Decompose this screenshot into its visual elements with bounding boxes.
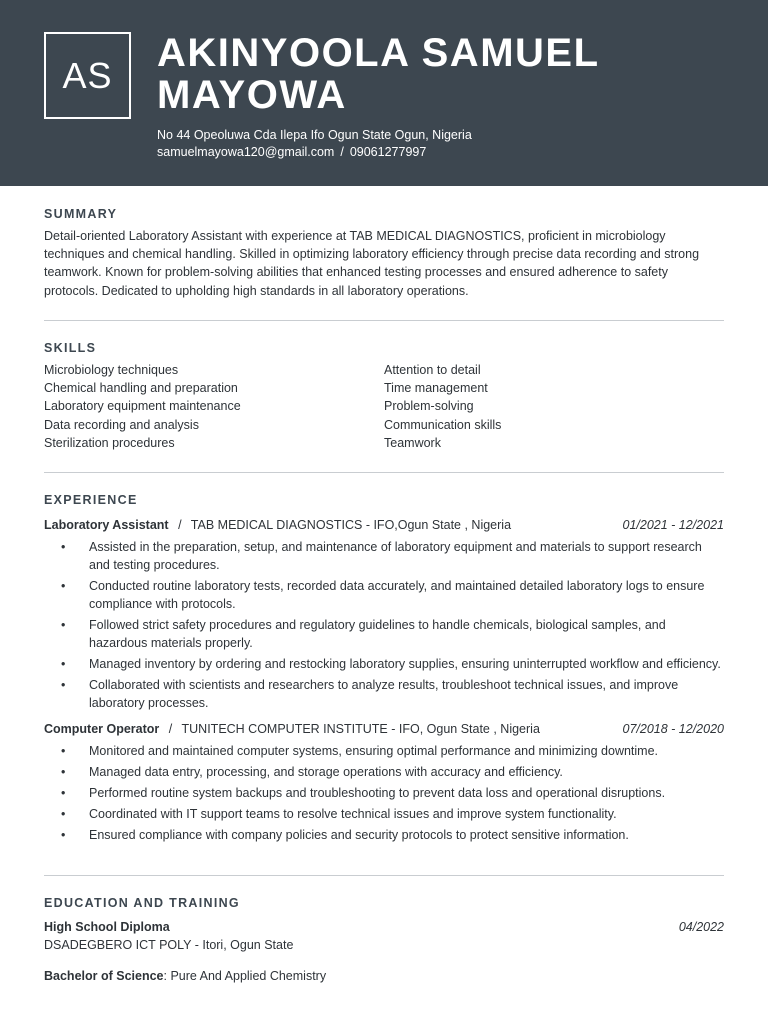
phone: 09061277997 [349,145,427,159]
section-divider [44,472,724,473]
job-bullet [44,616,724,652]
job-bullet-text: Managed data entry, processing, and storage operations with accuracy and efficiency. [89,765,563,779]
monogram-badge: AS [44,32,131,119]
summary-text: Detail-oriented Laboratory Assistant with experience at TAB MEDICAL DIAGNOSTICS, proficient in microbiology techniques and chemical handling. Skilled in optimizing laboratory efficiency through precise data recording and strong teamwork. Known for problem-solving abilities that enhanced testing processes and ensured adherence to safety protocols. Dedicated to upholding high standards in all laboratory operations. [44,229,700,298]
section-divider [44,320,724,321]
bullet-dot: • [61,828,66,842]
bullet-dot: • [61,540,66,554]
skill-item: Microbiology techniques [44,363,179,377]
job-bullet [44,538,724,574]
job-heading [44,720,540,738]
contact-info [157,127,472,161]
skill-item: Attention to detail [384,363,481,377]
skill-item: Problem-solving [384,399,474,414]
school-name: DSADEGBERO ICT POLY - Itori, Ogun State [44,938,294,952]
job-header [44,720,724,738]
job-bullet [44,805,724,823]
bullet-dot: • [61,786,66,800]
job-header [44,516,724,534]
candidate-name-line2: MAYOWA [157,73,347,117]
job-bullet-text: Coordinated with IT support teams to resolve technical issues and improve system functionality. [89,807,617,821]
contact-separator: / [340,145,344,159]
job-bullet-text: Followed strict safety procedures and regulatory guidelines to handle chemicals, biological samples, and hazardous materials properly. [89,618,666,650]
job-dates: 07/2018 - 12/2020 [622,722,724,736]
experience-section [44,493,724,847]
email: samuelmayowa120@gmail.com [157,145,335,159]
skill-item: Chemical handling and preparation [44,381,238,396]
job-separator: / [178,518,182,532]
degree-name: Bachelor of Science [44,969,164,984]
job-bullet [44,784,724,802]
job-bullet-text: Ensured compliance with company policies and security protocols to protect sensitive information. [89,828,629,842]
summary-section [44,207,724,300]
job-employer: TAB MEDICAL DIAGNOSTICS - IFO,Ogun State , Nigeria [190,518,512,532]
bullet-dot: • [61,657,66,671]
job-bullet [44,676,724,712]
summary-title: SUMMARY [44,207,118,221]
job-separator: / [168,722,173,736]
education-title: EDUCATION AND TRAINING [44,896,240,910]
job-bullet [44,763,724,781]
job-title: Computer Operator [44,722,160,736]
job-bullet-text: Assisted in the preparation, setup, and maintenance of laboratory equipment and materials to support research and testing procedures. [89,540,702,572]
degree-field: : Pure And Applied Chemistry [163,969,327,984]
job-dates: 01/2021 - 12/2021 [622,518,724,532]
job-bullet [44,742,724,760]
bullet-dot: • [61,807,66,821]
education-section [44,896,724,985]
skill-item: Sterilization procedures [44,435,175,450]
skills-column-left [44,361,384,452]
skills-column-right [384,361,724,452]
skill-item: Laboratory equipment maintenance [44,399,241,414]
job-bullet-text: Monitored and maintained computer systems, ensuring optimal performance and minimizing downtime. [89,744,659,758]
bullet-dot: • [61,765,66,779]
bullet-dot: • [61,678,66,692]
education-date: 04/2022 [678,920,724,934]
degree-name: High School Diploma [44,920,170,934]
bullet-dot: • [61,618,66,632]
candidate-name [157,32,747,116]
job-title: Laboratory Assistant [44,518,169,532]
job-bullet [44,655,724,673]
skill-item: Time management [384,381,488,396]
skills-section [44,341,724,452]
resume-header [0,0,768,186]
skill-item: Teamwork [384,435,441,450]
bullet-dot: • [61,744,66,758]
job-bullet [44,826,724,844]
address: No 44 Opeoluwa Cda Ilepa Ifo Ogun State Ogun, Nigeria [157,128,472,142]
education-entry [44,967,724,985]
skill-item: Communication skills [384,417,502,432]
job-bullet [44,577,724,613]
skills-title: SKILLS [44,341,97,355]
job-bullet-text: Collaborated with scientists and researchers to analyze results, troubleshoot technical issues, and improve laboratory processes. [89,678,679,710]
skill-item: Data recording and analysis [44,417,199,432]
candidate-name-line1: AKINYOOLA SAMUEL [157,31,600,75]
job-bullet-text: Conducted routine laboratory tests, recorded data accurately, and maintained detailed laboratory logs to ensure compliance with protocols. [89,579,705,611]
education-entry [44,918,724,936]
job-employer: TUNITECH COMPUTER INSTITUTE - IFO, Ogun State , Nigeria [181,722,540,736]
email-phone-line [157,144,472,161]
skills-list [44,361,724,452]
section-divider [44,875,724,876]
bullet-dot: • [61,579,66,593]
job-bullet-text: Managed inventory by ordering and restocking laboratory supplies, ensuring uninterrupted workflow and efficiency. [89,657,721,671]
experience-title: EXPERIENCE [44,493,138,507]
job-heading [44,516,511,534]
job-bullets [44,742,724,844]
job-bullet-text: Performed routine system backups and troubleshooting to prevent data loss and operational disruptions. [89,786,666,800]
job-bullets [44,538,724,712]
